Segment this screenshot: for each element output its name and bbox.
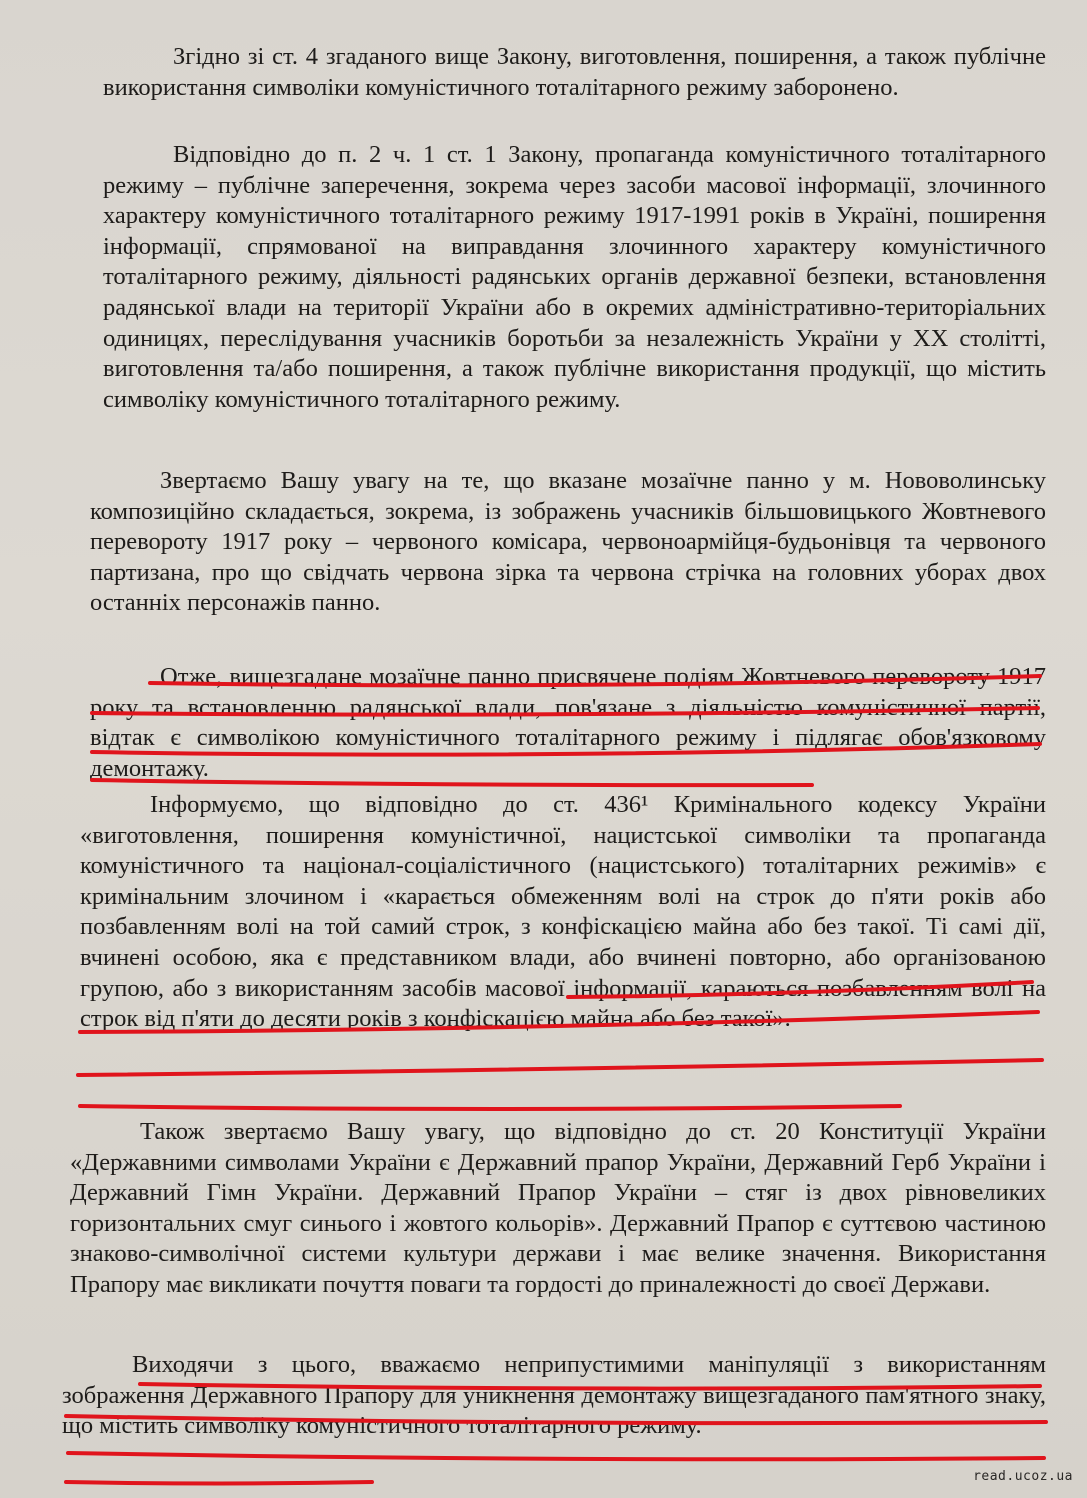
paragraph-2: Відповідно до п. 2 ч. 1 ст. 1 Закону, пропаганда комуністичного тоталітарного режиму – публічне заперечення, зокрема через засоби масової інформації, злочинного характеру комуністичного тоталітарного режиму 1917-1991 років в Україні, поширення інформації, спрямованої на виправдання злочинного характеру комуністичного тоталітарного режиму, діяльності радянських органів державної безпеки, встановлення радянської влади на території України або в окремих адміністративно-територіальних одиницях, переслідування учасників боротьби за незалежність України у XX столітті, виготовлення та/або поширення, а також публічне використання продукції, що містить символіку комуністичного тоталітарного режиму. bbox=[103, 141, 1046, 413]
underline-mark bbox=[68, 1453, 1044, 1459]
underline-mark bbox=[66, 1482, 372, 1484]
paragraph-3: Звертаємо Вашу увагу на те, що вказане мозаїчне панно у м. Нововолинську композиційно складається, зокрема, із зображень учасників більшовицького Жовтневого перевороту 1917 року – червоного комісара, червоноармійця-будьонівця та червоного партизана, про що свідчать червона зірка та червона стрічка на головних уборах двох останніх персонажів панно. bbox=[90, 467, 1046, 617]
paragraph-5: Інформуємо, що відповідно до ст. 436¹ Кримінального кодексу України «виготовлення, поширення комуністичної, нацистської символіки та пропаганда комуністичного та націонал-соціалістичного (нацистського) тоталітарних режимів» є кримінальним злочином і «карається обмеженням волі на строк до п'яти років або позбавленням волі на той самий строк, з конфіскацією майна або без такої. Ті самі дії, вчинені особою, яка є представником влади, або вчинені повторно, або організованою групою, або з використанням засобів масової інформації, караються позбавленням волі на строк від п'яти до десяти років з конфіскацією майна або без такої». bbox=[80, 791, 1046, 1033]
site-watermark: read.ucoz.ua bbox=[973, 1469, 1073, 1484]
paragraph-1: Згідно зі ст. 4 згаданого вище Закону, виготовлення, поширення, а також публічне використання символіки комуністичного тоталітарного режиму заборонено. bbox=[103, 43, 1046, 101]
underline-mark bbox=[80, 1106, 900, 1109]
paragraph-4-highlighted: Отже, вищезгадане мозаїчне панно присвячене подіям Жовтневого перевороту 1917 року та встановленню радянської влади, пов'язане з діяльністю комуністичної партії, відтак є символікою комуністичного тоталітарного режиму і підлягає обов'язковому демонтажу. bbox=[90, 663, 1046, 782]
paragraph-7-highlighted: Виходячи з цього, вважаємо неприпустимими маніпуляції з використанням зображення Державного Прапору для уникнення демонтажу вищезгаданого пам'ятного знаку, що містить символіку комуністичного тоталітарного режиму. bbox=[62, 1351, 1046, 1440]
underline-mark bbox=[78, 1060, 1042, 1075]
paragraph-6: Також звертаємо Вашу увагу, що відповідно до ст. 20 Конституції України «Державними символами України є Державний прапор України, Державний Герб України і Державний Гімн України. Державний Прапор України – стяг із двох рівновеликих горизонтальних смуг синього і жовтого кольорів». Державний Прапор є суттєвою частиною знаково-символічної системи культури держави і має велике значення. Використання Прапору має викликати почуття поваги та гордості до приналежності до своєї Держави. bbox=[70, 1118, 1046, 1298]
